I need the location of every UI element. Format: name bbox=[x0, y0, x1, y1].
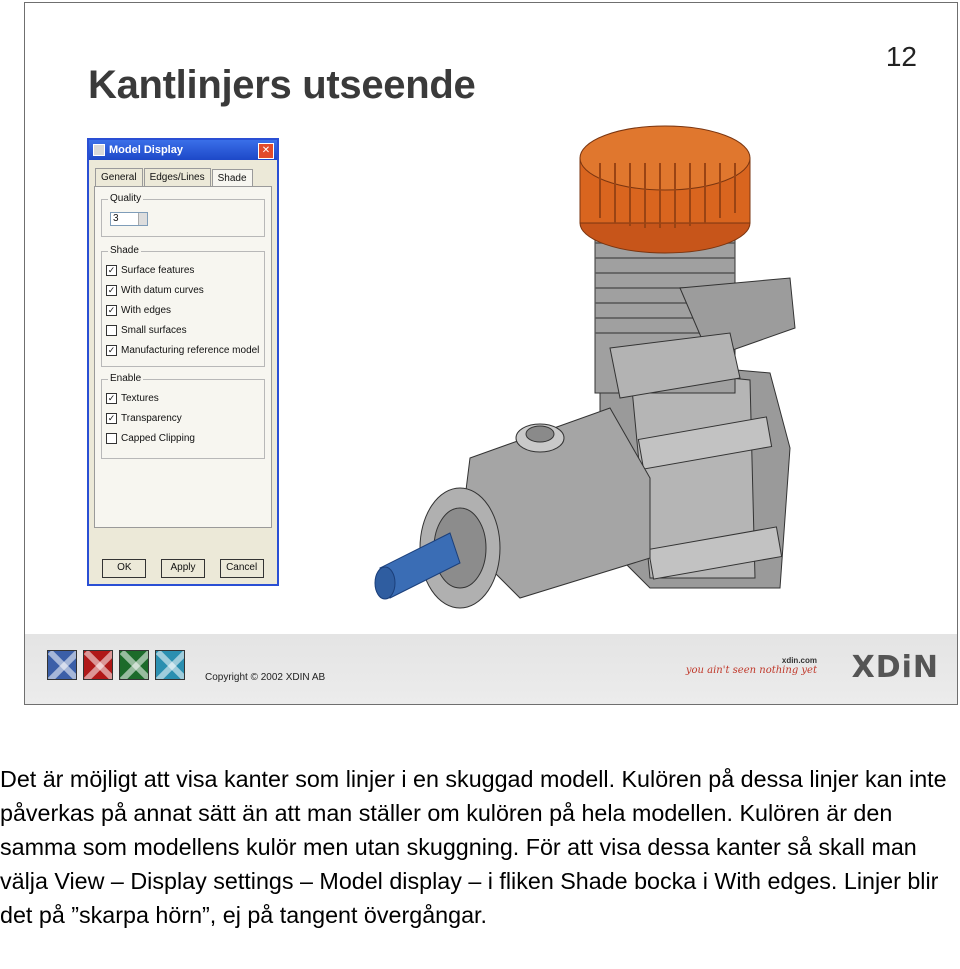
tagline: you ain't seen nothing yet bbox=[685, 665, 817, 676]
dialog-tabs bbox=[89, 160, 277, 186]
tab-edges-lines[interactable]: Edges/Lines bbox=[144, 168, 211, 186]
quality-label: Quality bbox=[110, 193, 142, 204]
app-icon bbox=[93, 144, 105, 156]
page-number: 12 bbox=[885, 41, 917, 72]
checkbox-label: Capped Clipping bbox=[121, 432, 195, 444]
checkbox-label: Small surfaces bbox=[121, 324, 187, 336]
copyright: Copyright © 2002 XDIN AB bbox=[205, 672, 326, 683]
slide bbox=[24, 2, 958, 705]
checkbox-with-edges[interactable] bbox=[106, 300, 260, 320]
x-logo-icon bbox=[119, 650, 149, 680]
checkbox-checked-icon[interactable]: ✓ bbox=[107, 304, 116, 315]
checkbox-transparency[interactable] bbox=[106, 408, 260, 428]
checkbox-label: With datum curves bbox=[121, 284, 204, 296]
enable-group bbox=[101, 373, 265, 459]
x-logo-icon bbox=[155, 650, 185, 680]
slide-footer bbox=[25, 634, 957, 704]
tagline-block bbox=[686, 656, 817, 676]
checkbox-unchecked-icon[interactable] bbox=[106, 325, 117, 336]
checkbox-checked-icon[interactable]: ✓ bbox=[107, 264, 116, 275]
tab-shade[interactable]: Shade bbox=[212, 169, 253, 187]
checkbox-label: Surface features bbox=[121, 264, 195, 276]
spinner-arrows-icon[interactable] bbox=[138, 213, 147, 225]
dialog-buttons bbox=[89, 559, 277, 578]
x-logo-icon bbox=[47, 650, 77, 680]
checkbox-manufacturing-reference-model[interactable] bbox=[106, 340, 260, 360]
dialog-title: Model Display bbox=[109, 144, 183, 156]
close-icon[interactable]: ✕ bbox=[258, 143, 274, 159]
tab-general[interactable]: General bbox=[95, 168, 143, 186]
checkbox-with-datum-curves[interactable] bbox=[106, 280, 260, 300]
model-display-dialog bbox=[87, 138, 279, 586]
quality-group bbox=[101, 193, 265, 237]
checkbox-label: Textures bbox=[121, 392, 159, 404]
quality-value: 3 bbox=[113, 213, 119, 224]
shade-group-label: Shade bbox=[110, 245, 139, 256]
engine-model-illustration bbox=[350, 118, 830, 618]
apply-button[interactable]: Apply bbox=[161, 559, 205, 578]
xdin-logo: XDiN bbox=[851, 650, 939, 685]
shade-group bbox=[101, 245, 265, 367]
checkbox-label: Manufacturing reference model bbox=[121, 344, 260, 356]
checkbox-unchecked-icon[interactable] bbox=[106, 433, 117, 444]
checkbox-small-surfaces[interactable] bbox=[106, 320, 260, 340]
checkbox-checked-icon[interactable]: ✓ bbox=[107, 284, 116, 295]
quality-stepper[interactable] bbox=[110, 212, 148, 226]
checkbox-checked-icon[interactable]: ✓ bbox=[107, 392, 116, 403]
x-logo-icon bbox=[83, 650, 113, 680]
checkbox-surface-features[interactable] bbox=[106, 260, 260, 280]
slide-title: Kantlinjers utseende bbox=[88, 63, 476, 107]
checkbox-label: With edges bbox=[121, 304, 172, 316]
dialog-titlebar bbox=[89, 140, 277, 160]
caption-text: Det är möjligt att visa kanter som linjer i en skuggad modell. Kulören på dessa linjer kan inte påverkas på annat sätt än att man ställer om kulören på hela modellen. Kulören är den samma som modellens kulör men utan skuggning. För att visa dessa kanter så skall man välja View – Display settings – Model display – i fliken Shade bocka i With edges. Linjer blir det på ”skarpa hörn”, ej på tangent övergångar. bbox=[0, 766, 947, 928]
checkbox-capped-clipping[interactable] bbox=[106, 428, 260, 448]
site-url: xdin.com bbox=[781, 656, 817, 665]
cancel-button[interactable]: Cancel bbox=[220, 559, 264, 578]
ok-button[interactable]: OK bbox=[102, 559, 146, 578]
shade-tab-panel bbox=[94, 186, 272, 528]
checkbox-textures[interactable] bbox=[106, 388, 260, 408]
checkbox-checked-icon[interactable]: ✓ bbox=[107, 412, 116, 423]
footer-logos bbox=[47, 650, 185, 680]
checkbox-checked-icon[interactable]: ✓ bbox=[107, 344, 116, 355]
checkbox-label: Transparency bbox=[121, 412, 182, 424]
enable-group-label: Enable bbox=[110, 373, 142, 384]
